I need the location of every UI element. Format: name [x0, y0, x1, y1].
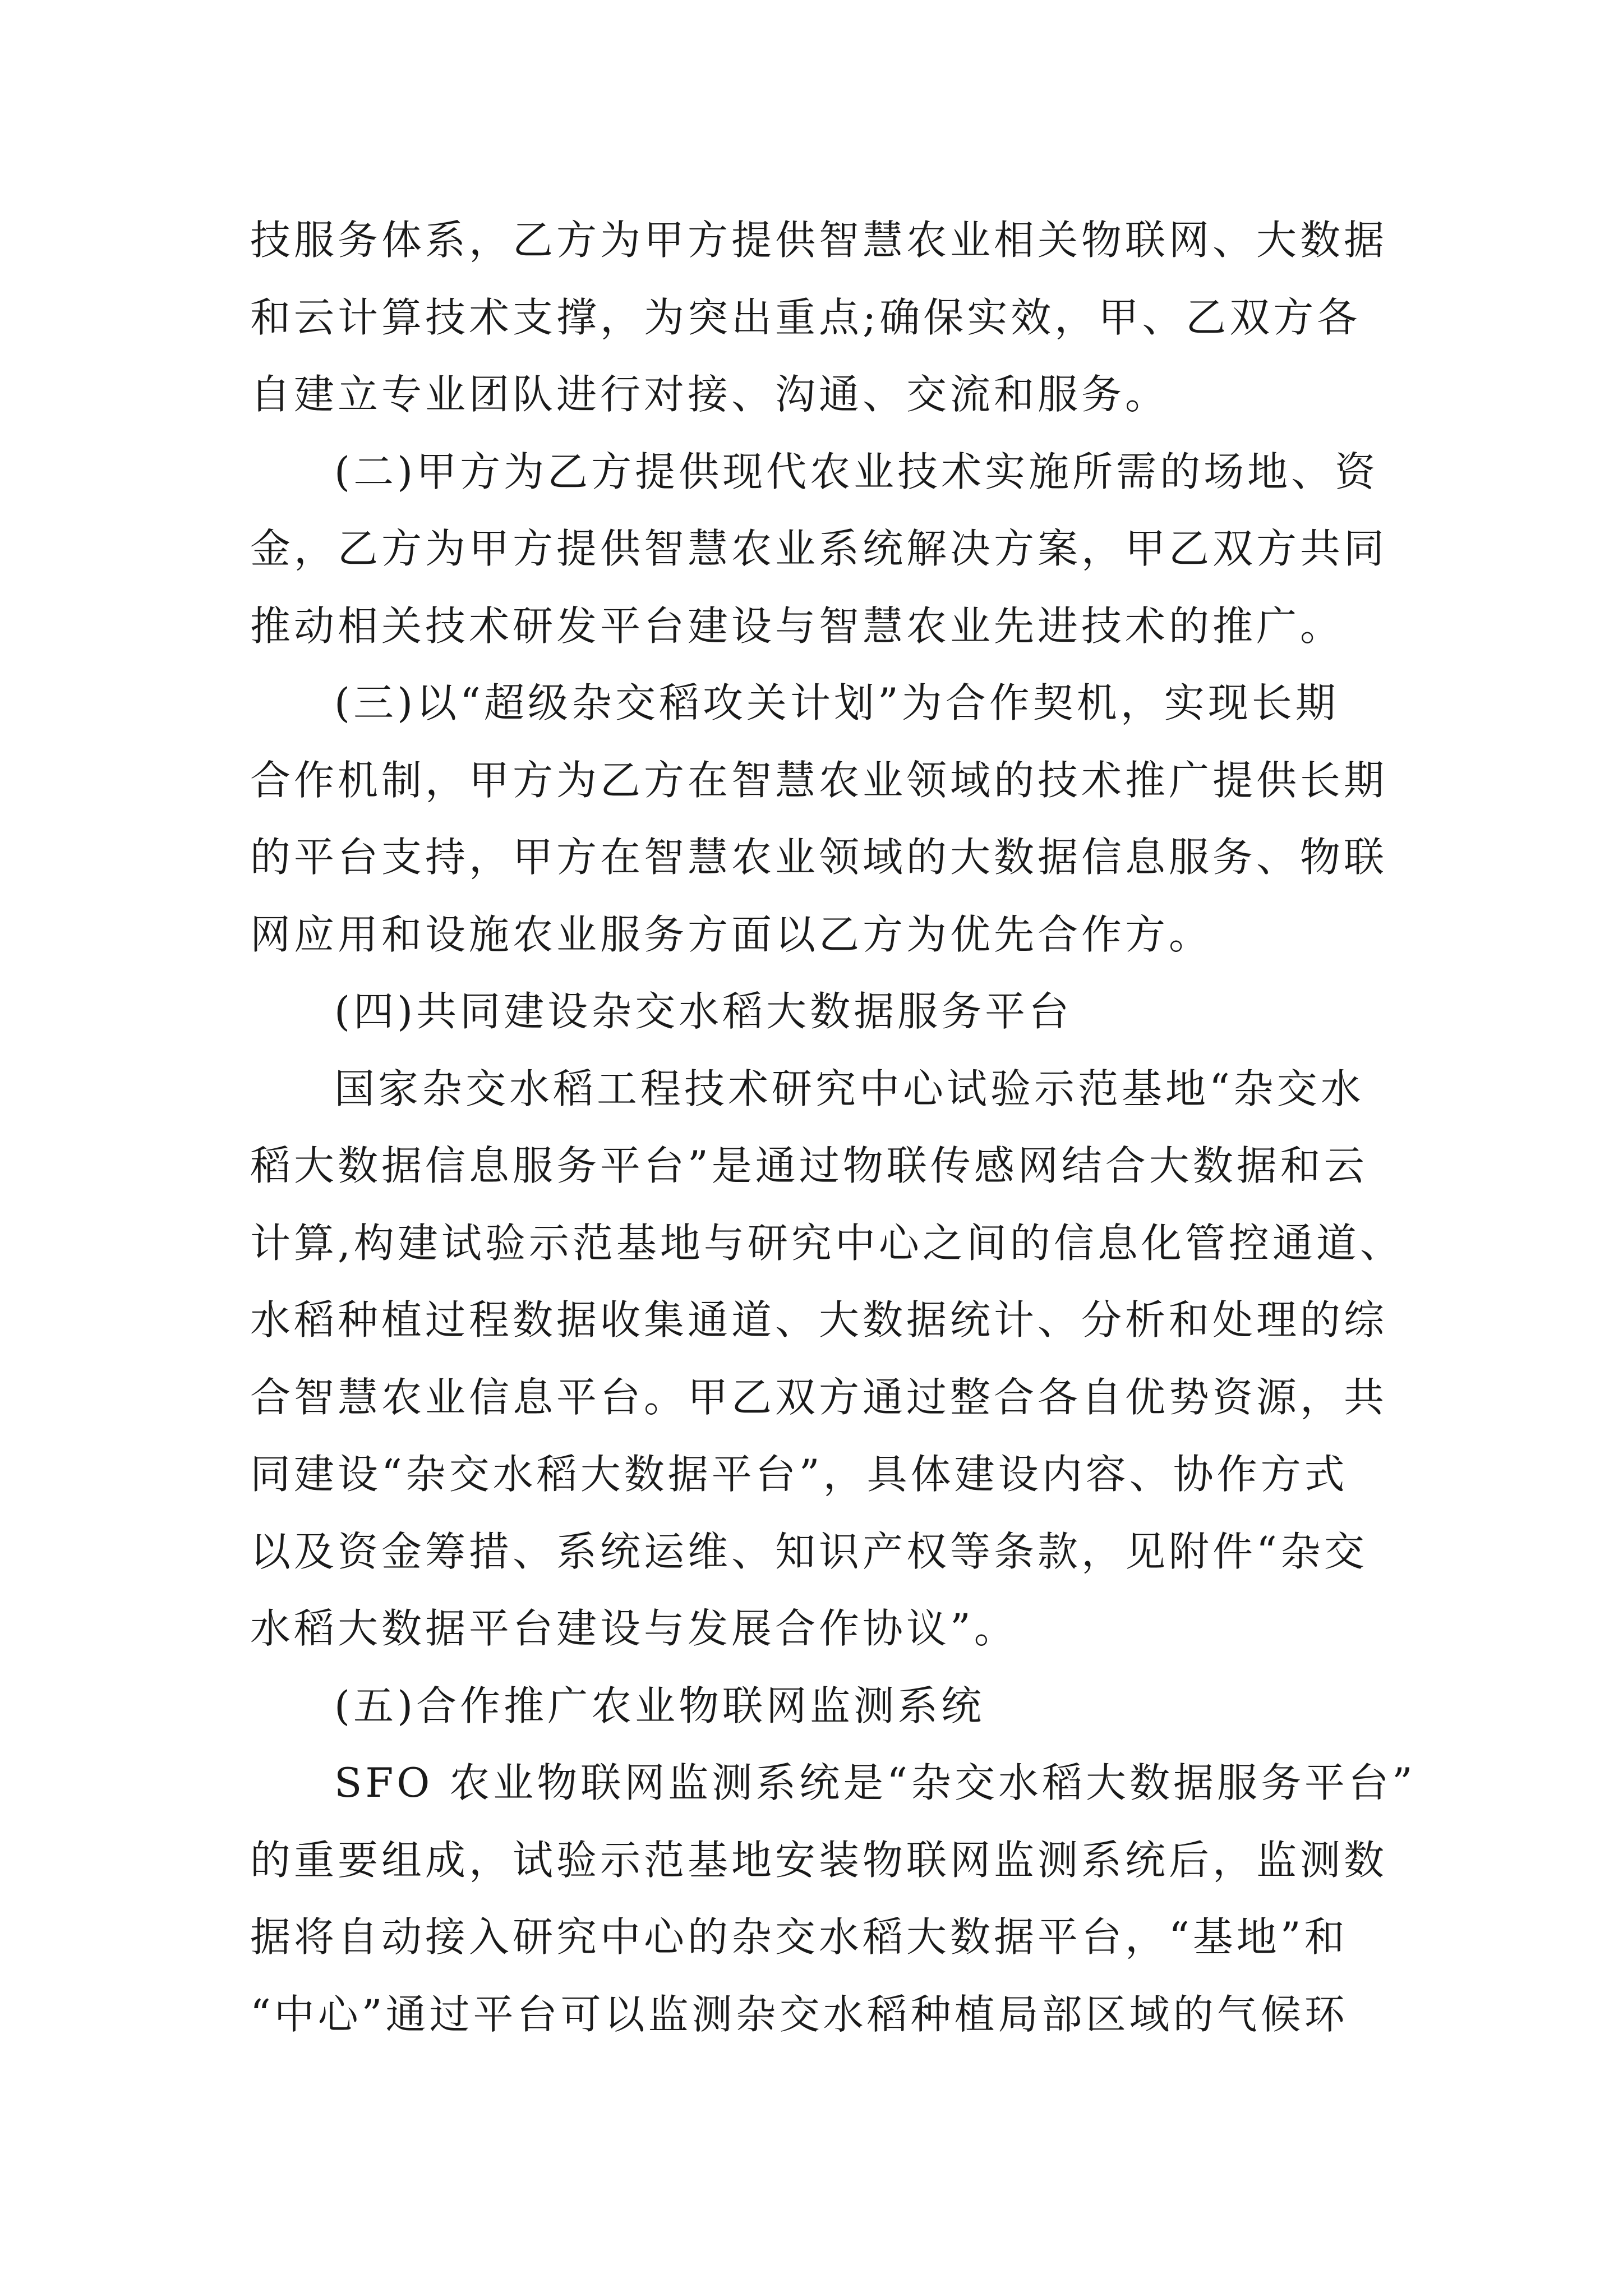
text-line: 的重要组成，试验示范基地安装物联网监测系统后，监测数 — [250, 1836, 1388, 1884]
text-line: “中心”通过平台可以监测杂交水稻种植局部区域的气候环 — [250, 1990, 1348, 2038]
document-body — [250, 202, 1416, 2053]
text-line: 以及资金筹措、系统运维、知识产权等条款，见附件“杂交 — [250, 1527, 1368, 1575]
text-line: 同建设“杂交水稻大数据平台”，具体建设内容、协作方式 — [250, 1451, 1348, 1498]
text-line: 金，乙方为甲方提供智慧农业系统解决方案，甲乙双方共同 — [250, 525, 1388, 572]
text-line: (四)共同建设杂交水稻大数据服务平台 — [334, 988, 1073, 1035]
text-line: 计算,构建试验示范基地与研究中心之间的信息化管控通道、 — [250, 1219, 1404, 1267]
text-line: 据将自动接入研究中心的杂交水稻大数据平台，“基地”和 — [250, 1913, 1348, 1961]
text-line: 国家杂交水稻工程技术研究中心试验示范基地“杂交水 — [334, 1065, 1364, 1112]
text-line: 自建立专业团队进行对接、沟通、交流和服务。 — [250, 371, 1169, 418]
text-line: SFO 农业物联网监测系统是“杂交水稻大数据服务平台” — [334, 1759, 1416, 1806]
text-line: 网应用和设施农业服务方面以乙方为优先合作方。 — [250, 910, 1213, 958]
text-line: 推动相关技术研发平台建设与智慧农业先进技术的推广。 — [250, 602, 1344, 650]
text-line: 水稻种植过程数据收集通道、大数据统计、分析和处理的综 — [250, 1296, 1388, 1343]
text-line: (二)甲方为乙方提供现代农业技术实施所需的场地、资 — [334, 448, 1379, 495]
text-line: 稻大数据信息服务平台”是通过物联传感网结合大数据和云 — [250, 1142, 1368, 1189]
text-line: 技服务体系，乙方为甲方提供智慧农业相关物联网、大数据 — [250, 217, 1388, 264]
text-line: 水稻大数据平台建设与发展合作协议”。 — [250, 1605, 1018, 1652]
text-line: (三)以“超级杂交稻攻关计划”为合作契机，实现长期 — [334, 679, 1339, 726]
text-line: 的平台支持，甲方在智慧农业领域的大数据信息服务、物联 — [250, 834, 1388, 881]
text-line: (五)合作推广农业物联网监测系统 — [334, 1682, 985, 1729]
text-line: 合作机制，甲方为乙方在智慧农业领域的技术推广提供长期 — [250, 756, 1388, 804]
text-line: 合智慧农业信息平台。甲乙双方通过整合各自优势资源，共 — [250, 1373, 1388, 1421]
text-line: 和云计算技术支撑，为突出重点;确保实效，甲、乙双方各 — [250, 293, 1361, 341]
